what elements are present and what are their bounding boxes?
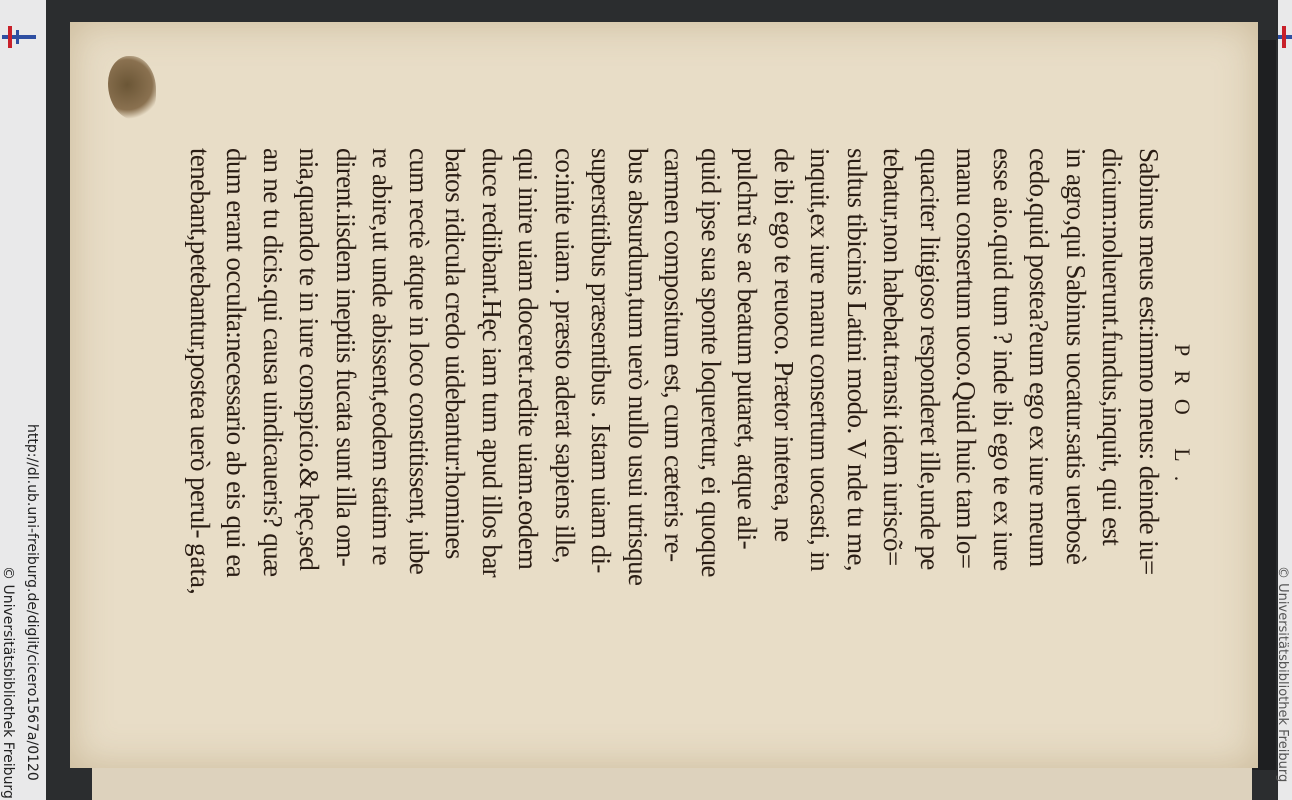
text-line: re abire,ut unde abissent,eodem statim re — [367, 148, 398, 565]
text-line: de ibi ego te reuoco. Prætor interea, ne — [769, 148, 799, 542]
text-line: bus absurdum,tum uerò nullo usui utrisque — [623, 148, 653, 586]
text-line: quaciter litigioso responderet ille,unde pe — [915, 148, 945, 570]
catchword: gata, — [185, 543, 215, 595]
viewer-crosshair-icon — [2, 26, 36, 48]
text-line: dicium:noluerunt.fundus,inquit, qui est — [1097, 148, 1128, 546]
text-line: in agro,qui Sabinus uocatur.satis uerbosè — [1061, 148, 1091, 565]
text-line: superstitibus præsentibus . Istam uiam di- — [586, 148, 617, 573]
viewer-url[interactable]: http://dl.ub.uni-freiburg.de/diglit/cicero1567a/0120 — [24, 424, 40, 781]
text-line: nia,quando te in iure conspicio.& hęc,sed — [294, 148, 325, 571]
text-line: tebatur,non habebat.transit idem iuriscõ= — [878, 148, 909, 566]
text-line: Sabinus meus est:immo meus: deinde iu= — [1134, 148, 1164, 575]
text-line: tenebant,petebantur,postea uerò perul- — [185, 148, 215, 538]
viewer-credit: © Universitätsbibliothek Freiburg — [0, 566, 16, 799]
text-line: co:inite uiam . præsto aderat sapiens ille, — [550, 148, 580, 564]
page-text — [182, 148, 1168, 688]
text-line: qui inire uiam doceret.redite uiam.eodem — [513, 148, 544, 570]
text-line: dirent.iisdem ineptiis fucata sunt illa om- — [331, 148, 361, 567]
viewer-right-credit: © Universitätsbibliothek Freiburg — [1275, 566, 1290, 783]
text-line: manu consertum uoco.Quid huic tam lo= — [951, 148, 982, 569]
text-line: cum rectè atque in loco constitissent, iube — [404, 148, 434, 575]
viewer-crosshair-icon-right — [1278, 26, 1292, 48]
text-line: inquit,ex iure manu consertum uocasti, in — [805, 148, 836, 572]
running-head: PRO L. — [1170, 344, 1195, 496]
text-line: quid ipse sua sponte loqueretur, ei quoque — [696, 148, 726, 577]
text-line: dum erant occulta:necessario ab eis qui ea — [221, 148, 252, 578]
text-line: sultus tibicinis Latini modo. V nde tu me, — [842, 148, 872, 572]
text-line: batos ridicula credo uidebantur:homines — [440, 148, 471, 559]
viewer-left-margin — [0, 0, 46, 800]
text-line: cedo,quid postea?eum ego ex iure meum — [1024, 148, 1055, 567]
viewer-right-margin — [1275, 0, 1292, 800]
text-line: carmen compositum est, cum cæteris re- — [659, 148, 690, 562]
text-line: pulchrũ se ac beatum putaret, atque ali- — [732, 148, 763, 550]
text-line: duce rediibant.Hęc iam tum apud illos bar — [477, 148, 507, 578]
text-line: an ne tu dicis.qui causa uindicaueris? quæ — [258, 148, 288, 577]
page-edge — [92, 768, 1252, 800]
text-line: esse aio.quid tum ? inde ibi ego te ex iure — [988, 148, 1018, 571]
